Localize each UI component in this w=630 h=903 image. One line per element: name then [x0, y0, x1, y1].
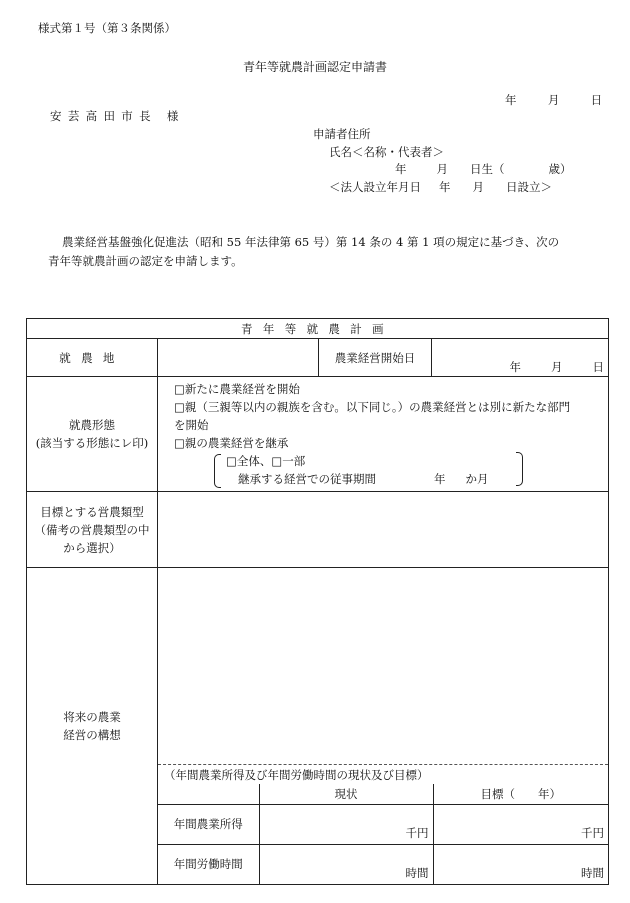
- pattern-option-new[interactable]: □新たに農業経営を開始: [174, 382, 300, 396]
- target-farming-type-label: 目標とする営農類型 （備考の営農類型の中 から選択）: [27, 492, 158, 568]
- hours-current-field[interactable]: 時間: [259, 844, 433, 884]
- farming-plan-table: [26, 318, 609, 885]
- farm-location-field[interactable]: [158, 339, 319, 377]
- row-annual-income: 年間農業所得: [158, 804, 259, 844]
- form-number-label: 様式第１号（第３条関係）: [38, 21, 176, 35]
- date-month: 月: [547, 93, 560, 107]
- applicant-block: [313, 126, 572, 196]
- inherit-details: [174, 452, 604, 488]
- column-target: 目標（ 年）: [433, 784, 608, 804]
- farming-pattern-label: 就農形態 (該当する形態にレ印): [27, 377, 158, 492]
- statement-line-1: 農業経営基盤強化促進法（昭和 55 年法律第 65 号）第 14 条の 4 第 1 項の規定に基づき、次の: [62, 235, 560, 249]
- plan-table-title: 青年等就農計画: [27, 319, 609, 339]
- income-hours-section-title: （年間農業所得及び年間労働時間の現状及び目標）: [164, 768, 429, 782]
- addressee: 安芸高田市長 様: [50, 109, 185, 123]
- target-farming-type-field[interactable]: [158, 492, 609, 568]
- applicant-address-label: 申請者住所: [313, 127, 371, 141]
- date-year: 年: [505, 93, 517, 107]
- bracket-open-icon: [214, 454, 221, 488]
- application-date: [505, 92, 602, 108]
- future-vision-field[interactable]: [158, 568, 608, 765]
- start-date-field[interactable]: 年 月 日: [432, 339, 609, 377]
- bracket-close-icon: [516, 452, 523, 486]
- date-day: 日: [590, 93, 603, 107]
- hours-target-field[interactable]: 時間: [433, 844, 608, 884]
- income-hours-table: [158, 784, 608, 884]
- inherit-scope-options[interactable]: □全体、□一部: [226, 454, 306, 468]
- statement-line-2: 青年等就農計画の認定を申請します。: [48, 254, 243, 268]
- applicant-birthdate: 年 月 日生（ 歳）: [395, 162, 572, 176]
- row-annual-hours: 年間労働時間: [158, 844, 259, 884]
- document-title: 青年等就農計画認定申請書: [242, 60, 387, 74]
- farm-location-label: 就農地: [27, 339, 158, 377]
- income-current-field[interactable]: 千円: [259, 804, 433, 844]
- pattern-option-new-division-cont: を開始: [174, 418, 209, 432]
- corporation-established-date: ＜法人設立年月日 年 月 日設立＞: [329, 179, 552, 194]
- inherit-period: 継承する経営での従事期間 年 か月: [238, 472, 489, 486]
- start-date-label: 農業経営開始日: [319, 339, 432, 377]
- income-target-field[interactable]: 千円: [433, 804, 608, 844]
- farming-pattern-options: [158, 377, 609, 492]
- column-current: 現状: [259, 784, 433, 804]
- application-statement: [48, 233, 608, 271]
- future-vision-cell: [158, 568, 609, 885]
- pattern-option-inherit[interactable]: □親の農業経営を継承: [174, 436, 289, 450]
- applicant-name-label: 氏名＜名称・代表者＞: [329, 144, 444, 159]
- future-vision-label: 将来の農業 経営の構想: [27, 568, 158, 885]
- pattern-option-new-division[interactable]: □親（三親等以内の親族を含む。以下同じ。）の農業経営とは別に新たな部門: [174, 400, 571, 414]
